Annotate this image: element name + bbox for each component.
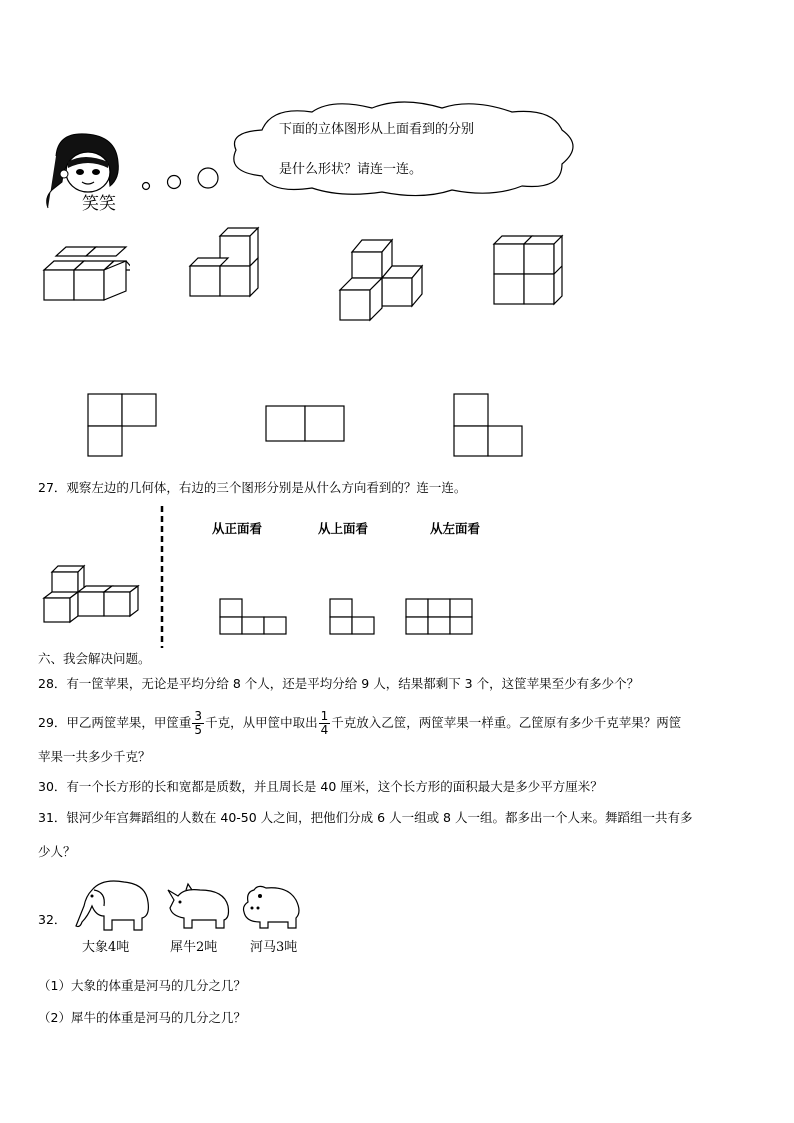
- q29-fraction-1: $\frac{3}{5}$: [194, 709, 203, 737]
- q30-text: 30．有一个长方形的长和宽都是质数，并且周长是 40 厘米，这个长方形的面积最大是多少平方厘米？: [38, 779, 603, 794]
- q29-part3: 千克放入乙筐，两筐苹果一样重。乙筐原有多少千克苹果？两筐: [331, 715, 682, 730]
- flat-view-2: [264, 404, 346, 444]
- q27-view-a: [218, 597, 290, 637]
- q27-solid: [40, 562, 142, 626]
- q29-part2: 千克，从甲筐中取出: [205, 715, 318, 730]
- q27-text: 27．观察左边的几何体，右边的三个图形分别是从什么方向看到的？连一连。: [38, 480, 467, 495]
- character-label: 笑笑: [82, 194, 116, 214]
- q29-part1: 29．甲乙两筐苹果，甲筐重: [38, 715, 192, 730]
- flat-view-3: [452, 392, 526, 458]
- view-label-left: 从左面看: [430, 521, 481, 536]
- rhino-label: 犀牛2吨: [170, 940, 218, 955]
- q29-fraction-2: $\frac{1}{4}$: [320, 709, 329, 737]
- q29-line2: 苹果一共多少千克？: [38, 749, 151, 764]
- thought-bubbles-icon: [138, 160, 224, 196]
- solid-figure-2: [186, 226, 266, 302]
- q27-view-c: [404, 597, 476, 637]
- q28-text: 28．有一筐苹果，无论是平均分给 8 个人，还是平均分给 9 人，结果都剩下 3 个，这筐苹果至少有多少个？: [38, 676, 640, 691]
- hippo-label: 河马3吨: [250, 940, 298, 955]
- elephant-icon: [72, 876, 152, 936]
- thought-cloud-icon: [222, 100, 582, 200]
- q32-number: 32．: [38, 912, 67, 927]
- girl-character: [38, 128, 130, 216]
- elephant-label: 大象4吨: [82, 940, 130, 955]
- q32-sub2: （2）犀牛的体重是河马的几分之几？: [38, 1010, 246, 1025]
- section6-title: 六、我会解决问题。: [38, 651, 151, 666]
- view-label-front: 从正面看: [212, 521, 263, 536]
- q31-line1: 31．银河少年宫舞蹈组的人数在 40-50 人之间，把他们分成 6 人一组或 8 人一组。都多出一个人来。舞蹈组一共有多: [38, 810, 693, 825]
- cloud-text-line2: 是什么形状？请连一连。: [279, 162, 423, 177]
- view-label-top: 从上面看: [318, 521, 369, 536]
- hippo-icon: [238, 882, 304, 934]
- q32-sub1: （1）大象的体重是河马的几分之几？: [38, 978, 246, 993]
- q29-line1: [38, 706, 681, 740]
- q31-line2: 少人？: [38, 844, 76, 859]
- solid-figure-1: [40, 240, 130, 304]
- q27-view-b: [328, 597, 378, 637]
- solid-figure-3: [336, 236, 432, 326]
- q27-divider: [160, 506, 164, 648]
- cloud-text-line1: 下面的立体图形从上面看到的分别: [279, 122, 475, 137]
- flat-view-1: [86, 392, 158, 458]
- rhino-icon: [162, 882, 234, 932]
- solid-figure-4: [490, 234, 570, 308]
